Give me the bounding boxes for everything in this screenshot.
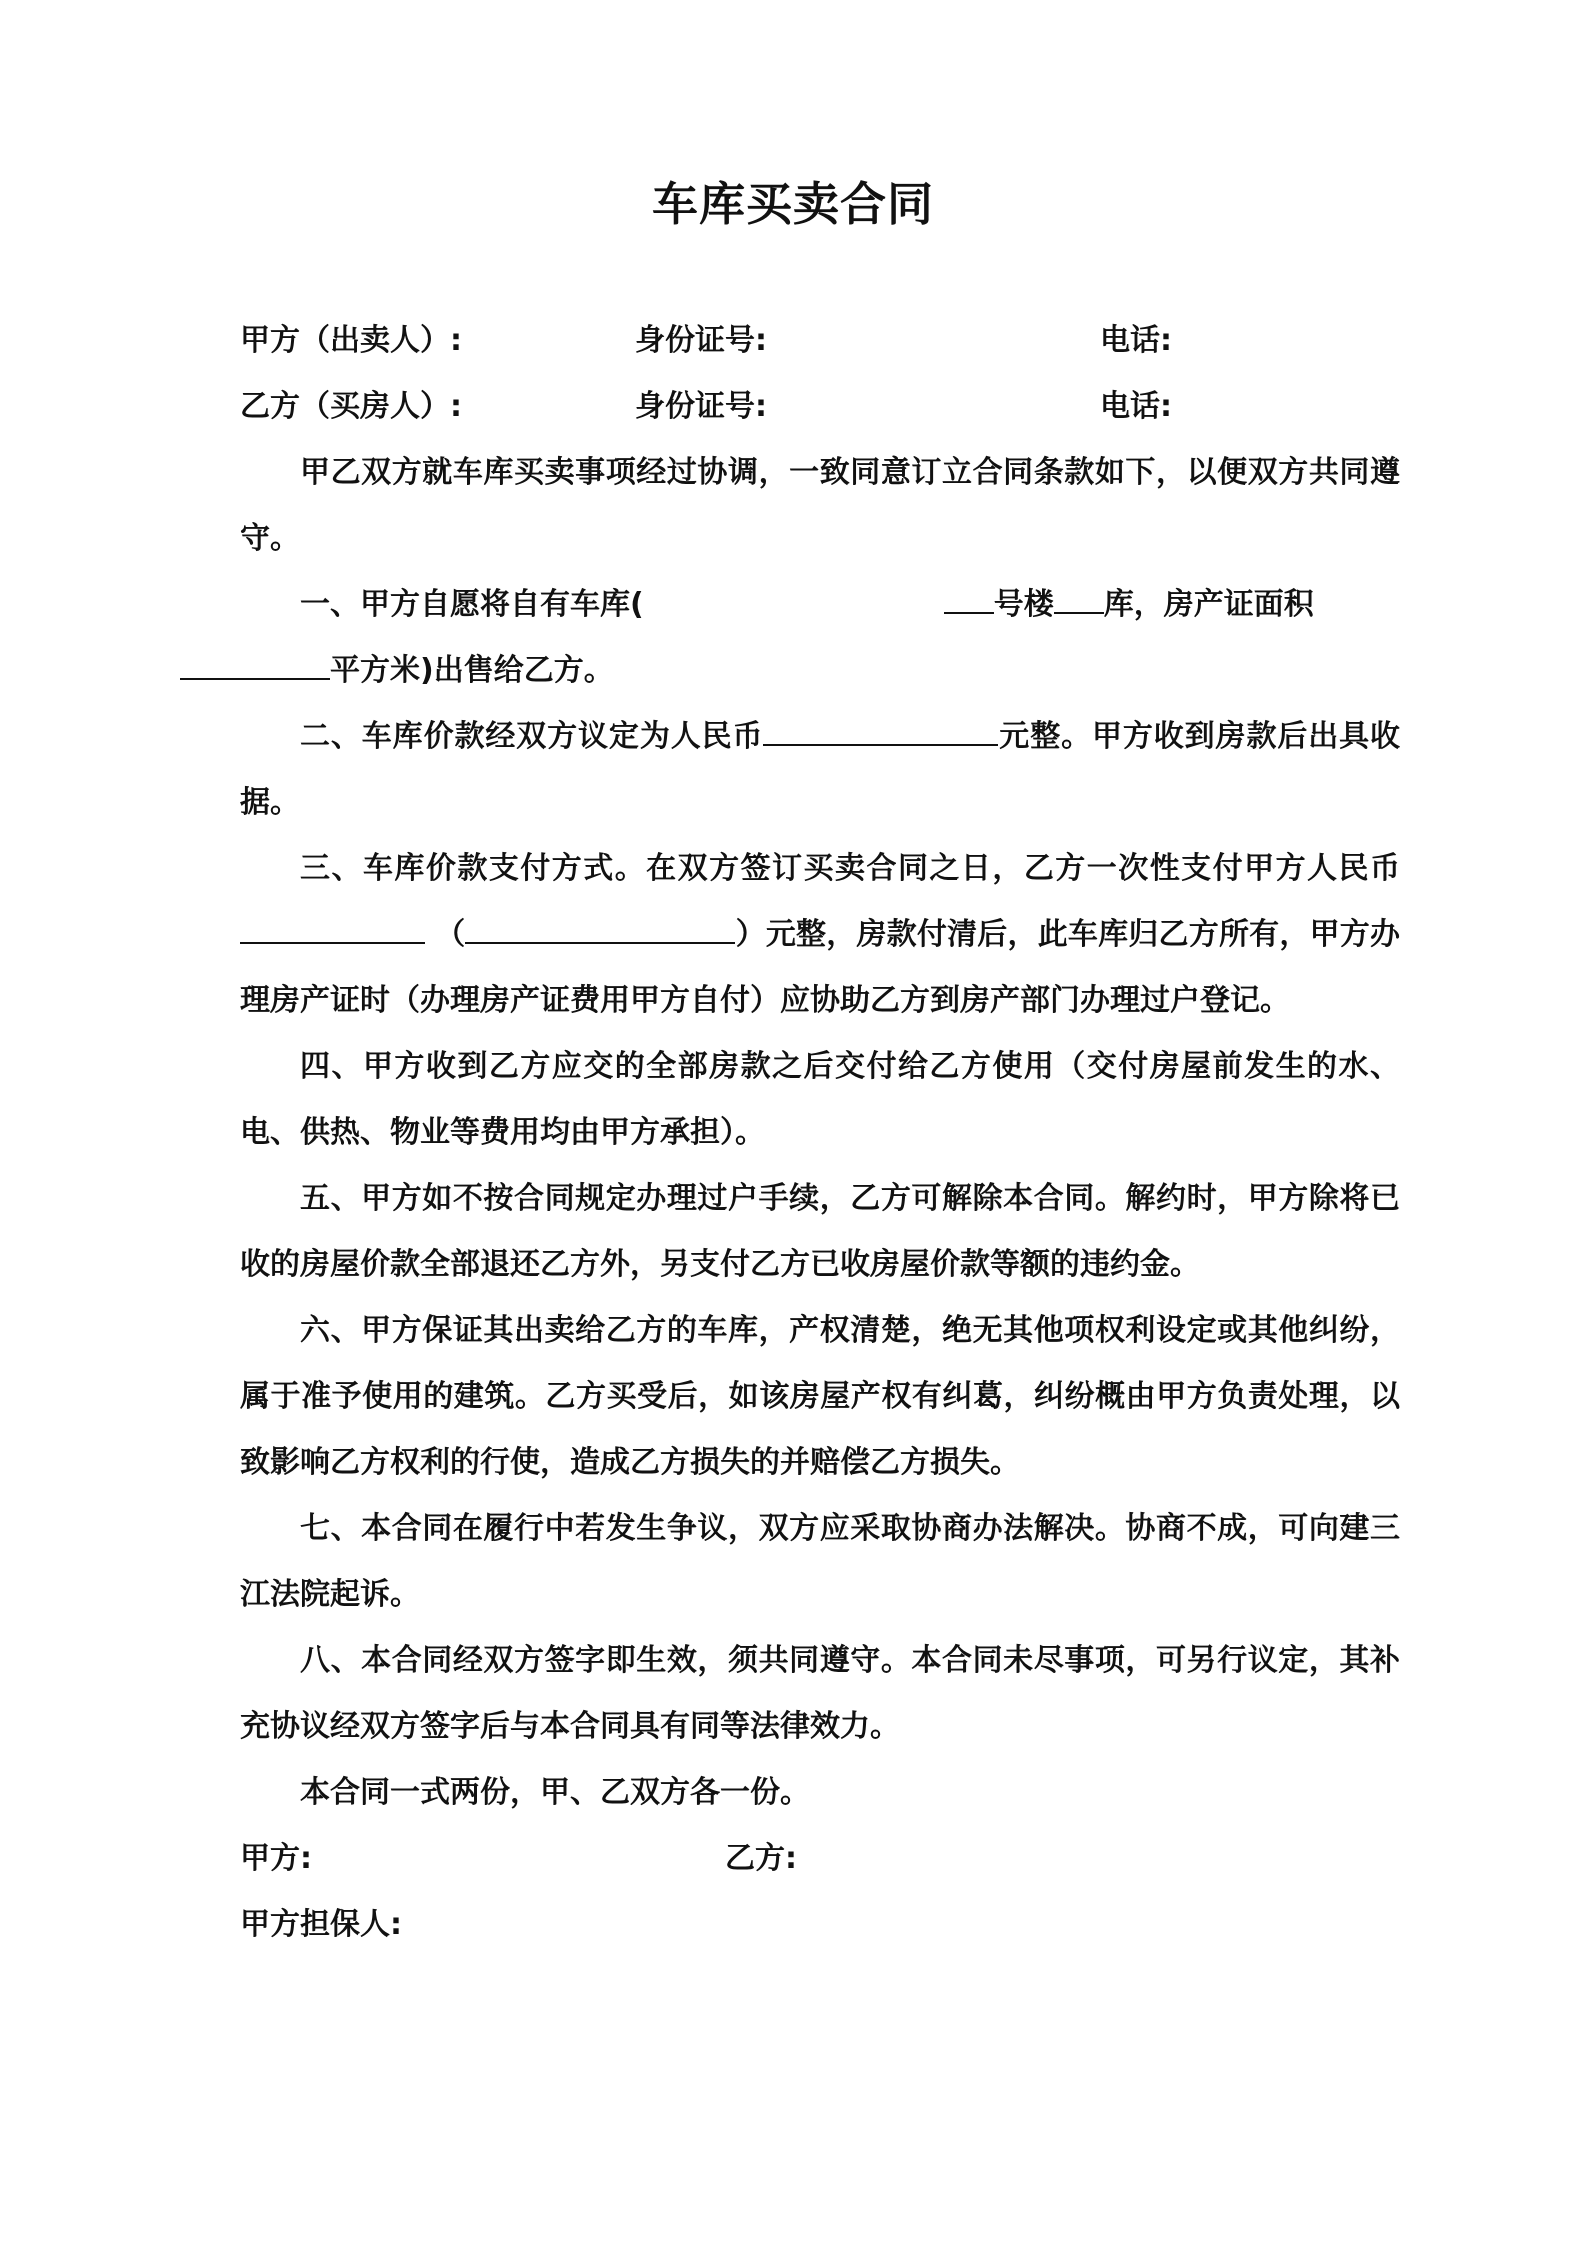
party-b-id-label: 身份证号: [635, 389, 767, 424]
garage-number-blank [1054, 582, 1104, 614]
copies-statement: 本合同一式两份，甲、乙双方各一份。 [300, 1775, 810, 1810]
clause-8: 八、本合同经双方签字即生效，须共同遵守。本合同未尽事项，可另行议定，其补充协议经双方签字后与本合同具有同等法律效力。 [240, 1643, 1400, 1744]
party-a-phone-label: 电话: [1100, 323, 1172, 358]
party-a-label: 甲方（出卖人）: [240, 323, 462, 358]
clause-2 [240, 704, 1400, 836]
page-title: 车库买卖合同 [652, 177, 934, 231]
clause-3-part-2: （ [435, 917, 466, 952]
clause-7: 七、本合同在履行中若发生争议，双方应采取协商办法解决。协商不成，可向建三江法院起诉。 [240, 1511, 1400, 1612]
clause-1-part-4: 平方米)出售给乙方。 [330, 653, 614, 688]
clause-1 [240, 572, 1400, 704]
clause-4: 四、甲方收到乙方应交的全部房款之后交付给乙方使用（交付房屋前发生的水、电、供热、物业等费用均由甲方承担）。 [240, 1049, 1400, 1150]
clause-2-part-2: 元整。甲方收到房款后出具收据。 [240, 719, 1401, 820]
clause-3-part-3: ）元整，房款付清后，此车库归乙方所有，甲方办理房产证时（办理房产证费用甲方自付）应协助乙方到房产部门办理过户登记。 [240, 917, 1401, 1018]
payment-words-blank [465, 912, 735, 944]
clause-6: 六、甲方保证其出卖给乙方的车库，产权清楚，绝无其他项权利设定或其他纠纷，属于准予使用的建筑。乙方买受后，如该房屋产权有纠葛，纠纷概由甲方负责处理，以致影响乙方权利的行使，造成乙方损失的并赔偿乙方损失。 [240, 1313, 1400, 1480]
clause-3-part-1: 三、车库价款支付方式。在双方签订买卖合同之日，乙方一次性支付甲方人民币 [300, 851, 1400, 886]
party-b-signature-label: 乙方: [725, 1841, 797, 1876]
intro-paragraph: 甲乙双方就车库买卖事项经过协调，一致同意订立合同条款如下，以便双方共同遵守。 [240, 455, 1400, 556]
clause-3 [240, 836, 1400, 1034]
clause-1-part-1: 一、甲方自愿将自有车库( [300, 587, 644, 622]
clause-1-part-3: 库，房产证面积 [1103, 587, 1314, 622]
guarantor-signature-label: 甲方担保人: [240, 1907, 402, 1942]
party-b-phone-label: 电话: [1100, 389, 1172, 424]
clause-2-part-1: 二、车库价款经双方议定为人民币 [300, 719, 764, 754]
clause-5: 五、甲方如不按合同规定办理过户手续，乙方可解除本合同。解约时，甲方除将已收的房屋价款全部退还乙方外，另支付乙方已收房屋价款等额的违约金。 [240, 1181, 1400, 1282]
building-number-blank [944, 582, 994, 614]
price-blank [763, 714, 998, 746]
party-a-signature-label: 甲方: [240, 1841, 312, 1876]
guarantor-row [240, 1892, 1400, 1958]
area-blank [180, 648, 330, 680]
clause-1-part-2: 号楼 [993, 587, 1054, 622]
location-blank [644, 584, 944, 614]
party-b-label: 乙方（买房人）: [240, 389, 462, 424]
signature-row [240, 1826, 1400, 1892]
payment-amount-blank [240, 912, 425, 944]
party-a-id-label: 身份证号: [635, 323, 767, 358]
